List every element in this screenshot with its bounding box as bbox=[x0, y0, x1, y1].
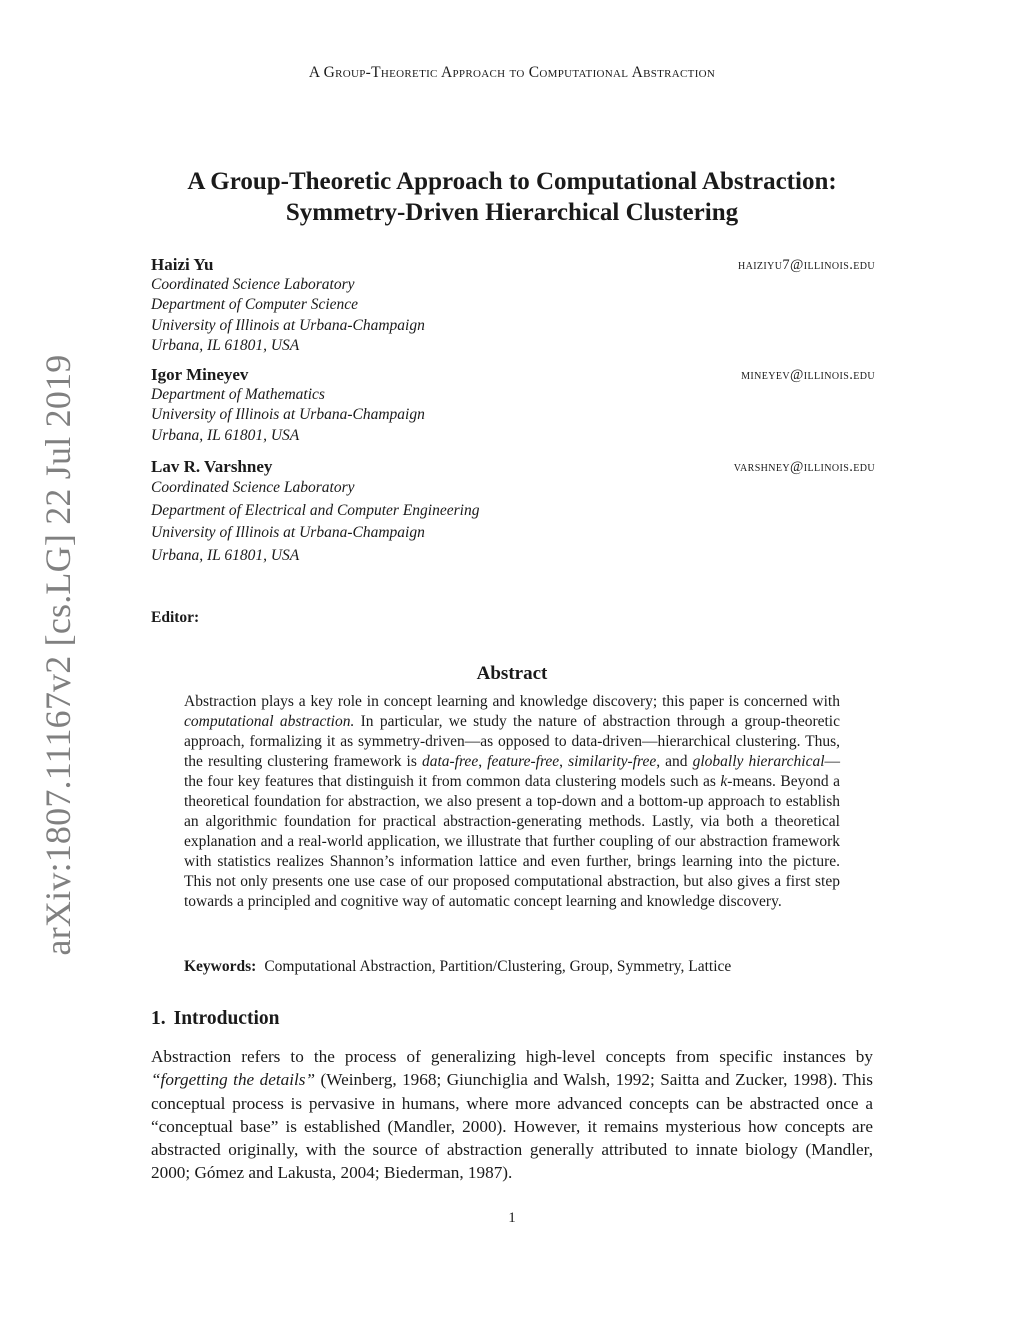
abstract-emphasis: feature-free bbox=[487, 753, 560, 770]
author-name: Lav R. Varshney bbox=[151, 457, 273, 476]
abstract-heading: Abstract bbox=[476, 663, 548, 684]
author-affiliation: University of Illinois at Urbana-Champaign bbox=[151, 406, 425, 424]
abstract-text: , bbox=[559, 753, 569, 770]
intro-text: (Weinberg, 1968; Giunchiglia and Walsh, 1992; Saitta and Zucker, 1998). This conceptual process is pervasive in humans, where more advanced concepts can be abstracted once a “conceptual base” is established (Mandler, 2000). However, it remains mysterious how concepts are abstracted originally, with the source of abstraction generally attributed to innate biology (Mandler, 2000; Gómez and Lakusta, 2004; Biederman, 1987). bbox=[151, 1070, 873, 1183]
keywords-label: Keywords: bbox=[184, 958, 257, 975]
abstract-text: In particular, we study the nature of abstraction through a group-theoretic approach, formalizing it as symmetry-driven—as opposed to data-driven—hierarchical clustering. Thus, the resulting clustering framework is bbox=[184, 713, 840, 770]
author-block bbox=[151, 457, 875, 567]
editor-label: Editor: bbox=[151, 609, 200, 626]
abstract-emphasis: similarity-free bbox=[568, 753, 657, 770]
author-affiliation: Urbana, IL 61801, USA bbox=[151, 336, 300, 354]
section-heading bbox=[151, 1008, 279, 1030]
author-name: Haizi Yu bbox=[151, 255, 214, 274]
keywords-list: Computational Abstraction, Partition/Clustering, Group, Symmetry, Lattice bbox=[264, 958, 732, 975]
abstract-emphasis: data-free bbox=[421, 753, 479, 770]
author-affiliation: Urbana, IL 61801, USA bbox=[151, 546, 300, 564]
abstract-body bbox=[184, 692, 840, 912]
author-block bbox=[151, 255, 875, 356]
author-email: varshney@illinois.edu bbox=[733, 459, 875, 475]
author-block bbox=[151, 365, 875, 446]
title-line-2: Symmetry-Driven Hierarchical Clustering bbox=[285, 199, 739, 226]
paper-title bbox=[130, 166, 894, 228]
author-email: haiziyu7@illinois.edu bbox=[737, 257, 875, 273]
introduction-paragraph bbox=[151, 1045, 873, 1185]
author-affiliation: Department of Electrical and Computer Engineering bbox=[151, 501, 480, 519]
author-name: Igor Mineyev bbox=[151, 365, 249, 384]
abstract-text: -means. Beyond a theoretical foundation for abstraction, we also present a top-down and a bottom-up approach to establish an algorithmic foundation for practical abstraction-generating methods. Lastly, via both a theoretical explanation and a real-world application, we illustrate that further coupling of our abstraction framework with statistics realizes Shannon’s information lattice and even further, brings learning into the picture. This not only presents one use case of our proposed computational abstraction, but also gives a first step towards a principled and cognitive way of automatic concept learning and knowledge discovery. bbox=[184, 773, 840, 910]
abstract-text: , bbox=[478, 753, 488, 770]
author-affiliation: Department of Mathematics bbox=[151, 386, 325, 403]
author-affiliation: Department of Computer Science bbox=[151, 296, 359, 314]
running-head: A Group-Theoretic Approach to Computational Abstraction bbox=[308, 64, 716, 81]
abstract-text: , and bbox=[656, 753, 693, 770]
author-affiliation: University of Illinois at Urbana-Champaign bbox=[151, 524, 425, 541]
keywords bbox=[184, 957, 864, 977]
abstract-text: —the four key features that distinguish it from common data clustering models such as bbox=[184, 753, 841, 790]
abstract-emphasis: k bbox=[720, 773, 728, 790]
arxiv-identifier-stamp: arXiv:1807.11167v2 [cs.LG] 22 Jul 2019 bbox=[38, 354, 78, 956]
section-number: 1. bbox=[151, 1008, 166, 1029]
author-affiliation: University of Illinois at Urbana-Champaign bbox=[151, 316, 425, 334]
abstract-emphasis: computational abstraction. bbox=[184, 713, 355, 730]
author-affiliation: Urbana, IL 61801, USA bbox=[151, 426, 300, 444]
author-affiliation: Coordinated Science Laboratory bbox=[151, 479, 355, 496]
author-email: mineyev@illinois.edu bbox=[741, 367, 875, 383]
title-line-1: A Group-Theoretic Approach to Computational Abstraction: bbox=[187, 168, 837, 195]
section-title: Introduction bbox=[173, 1008, 280, 1029]
abstract-text: Abstraction plays a key role in concept learning and knowledge discovery; this paper is concerned with bbox=[184, 693, 840, 710]
author-affiliation: Coordinated Science Laboratory bbox=[151, 276, 355, 293]
abstract-emphasis: globally hierarchical bbox=[692, 753, 825, 770]
intro-text: Abstraction refers to the process of generalizing high-level concepts from specific instances by bbox=[151, 1047, 873, 1066]
page-number: 1 bbox=[508, 1210, 516, 1226]
intro-emphasis: “forgetting the details” bbox=[151, 1070, 316, 1090]
